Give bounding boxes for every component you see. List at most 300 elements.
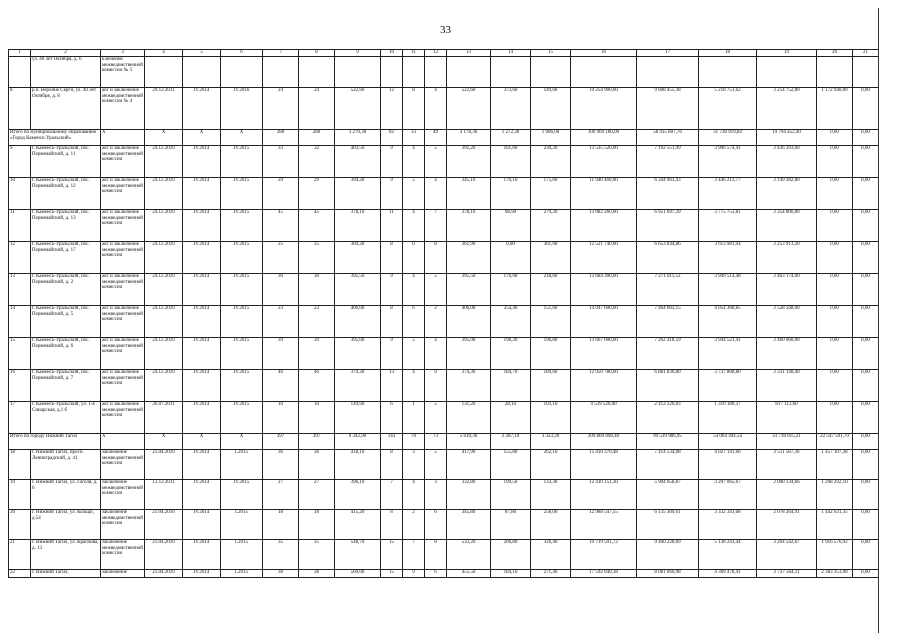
table-cell: 9 <box>381 146 403 178</box>
table-cell: г. Нижний Тагил, просп. Ленинградский, д. 41 <box>31 450 101 480</box>
table-cell: г. Каменск-Уральский, пос. Первомайский, д. 11 <box>31 146 101 178</box>
table-cell: 5 <box>425 146 447 178</box>
table-cell: 33 718 015,21 <box>757 434 817 450</box>
table-cell: IV.2015 <box>221 402 263 434</box>
table-row <box>9 450 879 480</box>
table-cell: 2 463 174,00 <box>757 274 817 306</box>
table-cell: 98,90 <box>491 210 531 242</box>
housing-program-table <box>8 49 879 578</box>
table-cell: 12 521 740,00 <box>571 242 637 274</box>
table-cell: 396,10 <box>335 480 381 510</box>
table-cell: X <box>221 434 263 450</box>
column-number-10: 10 <box>381 50 403 57</box>
table-cell <box>425 57 447 88</box>
table-cell: 406,00 <box>335 306 381 338</box>
column-number-20: 20 <box>817 50 853 57</box>
table-cell: 184,10 <box>491 570 531 578</box>
column-number-18: 18 <box>699 50 757 57</box>
table-cell: 7 464 663,15 <box>637 306 699 338</box>
column-number-3: 3 <box>101 50 145 57</box>
table-cell: акт и заключение межведомственной комиссии № 4 <box>101 88 145 130</box>
table-cell: 7 271 611,52 <box>637 274 699 306</box>
table-cell: 45 <box>299 210 335 242</box>
table-cell: 1 <box>403 402 425 434</box>
column-number-9: 9 <box>335 50 381 57</box>
table-cell: 5 138 243,44 <box>699 540 757 570</box>
table-cell: 24.12.2010 <box>145 338 183 370</box>
table-cell: IV.2014 <box>183 88 221 130</box>
table-row <box>9 306 879 338</box>
column-number-16: 16 <box>571 50 637 57</box>
table-cell: IV.2014 <box>183 210 221 242</box>
table-cell: 24.12.2010 <box>145 274 183 306</box>
table-cell: 12 950 780,00 <box>571 370 637 402</box>
table-cell <box>491 57 531 88</box>
page-edge-right <box>878 8 879 633</box>
table-cell: 21.04.2010 <box>145 540 183 570</box>
table-cell: акт и заключение межведомственной комиссии <box>101 370 145 402</box>
table-cell: 133,30 <box>531 480 571 510</box>
table-cell: 23 <box>299 306 335 338</box>
column-number-2: 2 <box>31 50 101 57</box>
table-cell: 0,00 <box>853 480 879 510</box>
table-cell: 24.12.2010 <box>145 242 183 274</box>
table-cell: г. Каменск-Уральский, пос. Первомайский, д. 6 <box>31 338 101 370</box>
table-cell: 131,20 <box>447 402 491 434</box>
table-cell: 7 <box>403 540 425 570</box>
table-cell <box>817 57 853 88</box>
table-cell: г. Нижний Тагил, <box>31 570 101 578</box>
table-cell: 8 <box>381 510 403 540</box>
table-cell: 15 410 370,48 <box>571 450 637 480</box>
table-cell: ул. 40 лет Октября, д. 6 <box>31 57 101 88</box>
table-cell: 0,00 <box>817 338 853 370</box>
table-cell: г. Каменск-Уральский, пос. Первомайский, д. 17 <box>31 242 101 274</box>
table-cell: 0,00 <box>853 434 879 450</box>
table-cell: 13 <box>9 274 31 306</box>
table-cell: 395,50 <box>335 274 381 306</box>
table-cell: 5 <box>403 338 425 370</box>
table-cell: 4 <box>403 480 425 510</box>
table-cell: акт и заключение межведомственной комиссии <box>101 146 145 178</box>
table-cell: р.п. Верхние Серги, ул. 40 лет Октября, д. 8 <box>31 88 101 130</box>
table-cell: 19 794 452,40 <box>757 130 817 146</box>
table-cell: 189,60 <box>531 370 571 402</box>
table-cell: 3 775 753,81 <box>699 210 757 242</box>
table-cell: 32 <box>299 146 335 178</box>
table-cell: 4 <box>425 88 447 130</box>
table-cell: 2 528 568,00 <box>757 306 817 338</box>
table-cell: 6 135 309,61 <box>637 510 699 540</box>
table-cell: I.2015 <box>221 450 263 480</box>
table-cell: 22 547 591,70 <box>817 434 853 450</box>
table-cell <box>183 57 221 88</box>
table-cell: 6 <box>425 570 447 578</box>
table-cell: 0,00 <box>853 306 879 338</box>
table-cell: 206,80 <box>491 540 531 570</box>
table-cell: 87,80 <box>491 510 531 540</box>
table-cell: IV.2014 <box>183 510 221 540</box>
table-cell: IV.2014 <box>183 178 221 210</box>
table-cell: г. Нижний Тагил, ул. Гоголя, д. 6 <box>31 480 101 510</box>
table-cell: X <box>101 434 145 450</box>
table-cell: 3 178,30 <box>447 130 491 146</box>
table-cell: заключение межведомственной комиссии <box>101 540 145 570</box>
table-cell: X <box>183 130 221 146</box>
table-cell: 345,80 <box>447 510 491 540</box>
column-number-15: 15 <box>531 50 571 57</box>
table-cell: 20 <box>9 510 31 540</box>
table-cell: Итого по городу Нижний Тагил <box>9 434 101 450</box>
table-cell: 149,00 <box>531 88 571 130</box>
table-row <box>9 510 879 540</box>
table-cell: IV.2014 <box>183 570 221 578</box>
table-cell: акт и заключение межведомственной комиссии <box>101 178 145 210</box>
table-cell: 4 <box>425 178 447 210</box>
table-row <box>9 274 879 306</box>
table-cell: IV.2015 <box>221 146 263 178</box>
table-cell: г. Каменск-Уральский, пос. Первомайский, д. 12 <box>31 178 101 210</box>
table-cell <box>221 57 263 88</box>
table-cell: 3 207 065,67 <box>699 480 757 510</box>
table-cell: 218,60 <box>531 274 571 306</box>
table-cell: 0,00 <box>853 402 879 434</box>
table-cell: X <box>145 434 183 450</box>
table-cell: 279,20 <box>531 210 571 242</box>
table-cell: 3 737 808,80 <box>699 370 757 402</box>
table-cell: 46 <box>299 370 335 402</box>
table-cell: 3 613 981,94 <box>699 242 757 274</box>
table-cell: I.2015 <box>221 540 263 570</box>
table-cell: 5 <box>403 178 425 210</box>
table-cell: 2 149 282,80 <box>757 178 817 210</box>
table-cell: 378,10 <box>335 210 381 242</box>
table-cell: 378,10 <box>447 210 491 242</box>
table-cell: 13 535 520,00 <box>571 146 637 178</box>
table-cell: 0,00 <box>853 130 879 146</box>
table-cell: I.2015 <box>221 510 263 540</box>
table-cell: 7 <box>425 210 447 242</box>
table-cell: 522,60 <box>335 88 381 130</box>
column-number-11: 11 <box>403 50 425 57</box>
table-cell: 103,10 <box>531 402 571 434</box>
table-row <box>9 370 879 402</box>
table-row <box>9 146 879 178</box>
table-cell: IV.2014 <box>183 370 221 402</box>
table-cell <box>335 57 381 88</box>
table-cell: 2 460 060,00 <box>757 338 817 370</box>
column-number-17: 17 <box>637 50 699 57</box>
table-cell: 0,00 <box>817 402 853 434</box>
table-cell: 151,60 <box>531 306 571 338</box>
table-cell: 8 <box>425 242 447 274</box>
table-cell: 49 <box>425 130 447 146</box>
table-cell: 8 <box>381 450 403 480</box>
table-cell: 21.04.2010 <box>145 450 183 480</box>
table-cell: 2 383 351,08 <box>817 570 853 578</box>
page-number: 33 <box>440 24 451 36</box>
table-cell: 8 <box>381 306 403 338</box>
table-cell: 0,00 <box>853 450 879 480</box>
table-cell: 161,00 <box>491 146 531 178</box>
column-number-5: 5 <box>183 50 221 57</box>
column-number-4: 4 <box>145 50 183 57</box>
table-cell: 5 <box>425 274 447 306</box>
table-cell: 11 <box>381 210 403 242</box>
table-cell: 12 988 547,55 <box>571 510 637 540</box>
table-cell: 73 <box>425 434 447 450</box>
table-cell: 24.12.2010 <box>145 178 183 210</box>
table-cell: 30 <box>263 274 299 306</box>
table-cell: 332,80 <box>447 480 491 510</box>
table-cell: 17 <box>9 402 31 434</box>
table-cell: 4 <box>403 370 425 402</box>
table-cell: акт и заключение межведомственной комиссии <box>101 210 145 242</box>
table-cell: X <box>145 130 183 146</box>
table-cell: 326,40 <box>531 540 571 570</box>
table-cell: X <box>101 130 145 146</box>
subtotal-row <box>9 130 879 146</box>
column-number-header <box>9 50 879 57</box>
column-number-8: 8 <box>299 50 335 57</box>
table-cell: 0,00 <box>817 274 853 306</box>
table-cell: 0,00 <box>853 210 879 242</box>
table-cell: 3 332 341,68 <box>699 510 757 540</box>
table-cell: 19 254 900,00 <box>571 88 637 130</box>
table-cell: 27 <box>299 480 335 510</box>
table-cell: 0,00 <box>817 210 853 242</box>
table-cell: 5 <box>425 402 447 434</box>
table-cell: 184,70 <box>491 370 531 402</box>
table-cell: I.2015 <box>221 570 263 578</box>
table-cell: г. Нижний Тагил, ул. Краснова, д. 13 <box>31 540 101 570</box>
table-cell: 38 <box>299 570 335 578</box>
table-cell: 0,00 <box>817 242 853 274</box>
table-cell: 13.12.2011 <box>145 480 183 510</box>
table-cell: IV.2014 <box>183 274 221 306</box>
table-cell: 3 446 213,77 <box>699 178 757 210</box>
table-cell: 39 <box>263 338 299 370</box>
table-cell: 30 <box>299 274 335 306</box>
table-cell: 15 <box>381 540 403 570</box>
table-cell: 149,60 <box>335 402 381 434</box>
table-cell: 8 <box>425 540 447 570</box>
table-cell: 7 262 418,59 <box>637 338 699 370</box>
table-cell: 198,20 <box>491 338 531 370</box>
table-cell: ключение межведомственной комиссии № 3 <box>101 57 145 88</box>
table-cell <box>145 57 183 88</box>
table-cell: 23 <box>263 306 299 338</box>
table-cell: 24.12.2010 <box>145 306 183 338</box>
table-cell: 0,00 <box>817 306 853 338</box>
table-cell: 2 436 393,60 <box>757 146 817 178</box>
subtotal-row <box>9 434 879 450</box>
table-cell: акт и заключение межведомственной комиссии <box>101 306 145 338</box>
table-cell: г. Каменск-Уральский, пос. Первомайский, д. 7 <box>31 370 101 402</box>
table-cell: 5 904 658,87 <box>637 480 699 510</box>
table-cell: 7 <box>381 480 403 510</box>
table-cell: 6 881 830,80 <box>637 370 699 402</box>
table-cell <box>9 57 31 88</box>
table-cell: 4 027 141,66 <box>699 450 757 480</box>
table-cell: 18 <box>263 510 299 540</box>
table-cell: 0,00 <box>817 370 853 402</box>
table-row <box>9 402 879 434</box>
table-cell: 31 738 919,84 <box>699 130 757 146</box>
table-cell: 817 113,60 <box>757 402 817 434</box>
table-cell: 0,00 <box>817 178 853 210</box>
table-cell: 21.04.2010 <box>145 570 183 578</box>
table-cell <box>699 57 757 88</box>
table-cell: 6 <box>403 306 425 338</box>
table-cell: 38 <box>263 570 299 578</box>
table-cell: 29 <box>263 178 299 210</box>
table-cell: 143 <box>381 434 403 450</box>
table-cell: IV.2014 <box>183 540 221 570</box>
table-cell: IV.2014 <box>183 146 221 178</box>
table-cell: 1 310 180,37 <box>699 402 757 434</box>
table-cell: 24 <box>263 88 299 130</box>
table-cell: 15 <box>9 338 31 370</box>
column-number-19: 19 <box>757 50 817 57</box>
table-cell <box>403 57 425 88</box>
table-cell: IV.2015 <box>221 338 263 370</box>
table-cell: 395,00 <box>335 338 381 370</box>
column-number-14: 14 <box>491 50 531 57</box>
table-cell: 5 <box>425 450 447 480</box>
table-cell: 7 414 534,08 <box>637 450 699 480</box>
table-cell: заключение межведомственной комиссии <box>101 480 145 510</box>
table-cell: 4 389 478,41 <box>699 570 757 578</box>
column-number-12: 12 <box>425 50 447 57</box>
table-cell: 6 <box>425 510 447 540</box>
table-cell: 54 064 304,54 <box>699 434 757 450</box>
table-cell: 29.12.2011 <box>145 88 183 130</box>
table-cell: 2 737 564,11 <box>757 570 817 578</box>
table-cell: 4 <box>403 210 425 242</box>
table-cell: 9 <box>403 570 425 578</box>
table-cell: 0,00 <box>853 88 879 130</box>
table-cell: 176,90 <box>491 274 531 306</box>
table-cell: 369,20 <box>335 242 381 274</box>
table-cell: 109 969 180,00 <box>571 130 637 146</box>
table-cell: 9 <box>425 370 447 402</box>
table-cell: акт и заключение межведомственной комиссии <box>101 338 145 370</box>
table-cell: 12 <box>381 88 403 130</box>
table-cell: 417,90 <box>447 450 491 480</box>
table-row <box>9 88 879 130</box>
table-cell: 1 906,00 <box>531 130 571 146</box>
table-cell: IV.2016 <box>221 88 263 130</box>
table-cell: 46 <box>263 370 299 402</box>
table-cell: 0,00 <box>853 338 879 370</box>
table-cell: 397 <box>263 434 299 450</box>
table-cell: 155,80 <box>491 450 531 480</box>
column-number-1: 1 <box>9 50 31 57</box>
table-row <box>9 570 879 578</box>
table-cell: 99 539 986,95 <box>637 434 699 450</box>
table-cell: 0,00 <box>853 274 879 306</box>
table-cell: 0 <box>403 242 425 274</box>
table-cell: 0,00 <box>853 178 879 210</box>
table-cell: 13 667 000,00 <box>571 338 637 370</box>
table-cell: 9 <box>9 146 31 178</box>
table-cell: X <box>221 130 263 146</box>
table-cell: 1 916 576,92 <box>817 540 853 570</box>
table-row <box>9 178 879 210</box>
column-number-21: 21 <box>853 50 879 57</box>
table-cell: 533,20 <box>447 540 491 570</box>
table-cell: 374,30 <box>447 370 491 402</box>
table-cell: 9 608 455,38 <box>637 88 699 130</box>
table-cell: 11 940 460,00 <box>571 178 637 210</box>
table-cell <box>263 57 299 88</box>
table-cell: 11 <box>9 210 31 242</box>
table-cell: 361,90 <box>531 242 571 274</box>
table-cell: IV.2014 <box>183 338 221 370</box>
table-cell: 271,40 <box>531 570 571 578</box>
table-cell: 3 949 514,48 <box>699 274 757 306</box>
table-cell: 14 047 600,00 <box>571 306 637 338</box>
table-cell: IV.2015 <box>221 370 263 402</box>
table-cell: 0,00 <box>853 570 879 578</box>
table-cell: 7 192 551,99 <box>637 146 699 178</box>
table-cell: 14 <box>9 306 31 338</box>
table-cell: 345,10 <box>447 178 491 210</box>
table-cell: 4 539 520,00 <box>571 402 637 434</box>
table-cell: 25 <box>299 242 335 274</box>
table-cell: 25 <box>263 242 299 274</box>
table-cell: 1 298 292,10 <box>817 480 853 510</box>
table-cell: 24.12.2010 <box>145 370 183 402</box>
table-cell: 70 <box>403 434 425 450</box>
table-cell: IV.2015 <box>221 210 263 242</box>
table-cell: IV.2014 <box>183 242 221 274</box>
table-cell: IV.2015 <box>221 242 263 274</box>
table-row <box>9 210 879 242</box>
column-number-13: 13 <box>447 50 491 57</box>
table-cell: 35 <box>299 540 335 570</box>
table-cell: 230,20 <box>531 146 571 178</box>
table-cell: 19 719 591,72 <box>571 540 637 570</box>
table-cell: 29 <box>299 178 335 210</box>
table-cell: 2 000 134,66 <box>757 480 817 510</box>
table-cell: 280 <box>263 130 299 146</box>
table-cell: 395,00 <box>447 338 491 370</box>
table-cell: 58 435 807,76 <box>637 130 699 146</box>
table-cell: 2 <box>425 306 447 338</box>
table-cell <box>853 57 879 88</box>
table-cell: 13 082 260,00 <box>571 210 637 242</box>
table-cell: г. Каменск-Уральский, пос. Первомайский, д. 13 <box>31 210 101 242</box>
table-cell: Итого по муниципальному образованию «Город Каменск-Уральский» <box>9 130 101 146</box>
table-cell: 18 <box>299 510 335 540</box>
table-cell: 254,40 <box>491 306 531 338</box>
table-cell <box>447 57 491 88</box>
table-cell: 45 <box>263 210 299 242</box>
table-cell: 0,00 <box>853 540 879 570</box>
table-cell: 33 <box>403 130 425 146</box>
table-cell: 36 <box>299 450 335 480</box>
table-cell: 209 869 898,40 <box>571 434 637 450</box>
table-cell: 3 944 521,41 <box>699 338 757 370</box>
table-cell: 5 218 751,62 <box>699 88 757 130</box>
table-cell: 4 <box>403 274 425 306</box>
table-cell: 373,60 <box>491 88 531 130</box>
table-cell: 13 684 300,00 <box>571 274 637 306</box>
table-cell <box>637 57 699 88</box>
table-cell: 6 <box>381 402 403 434</box>
